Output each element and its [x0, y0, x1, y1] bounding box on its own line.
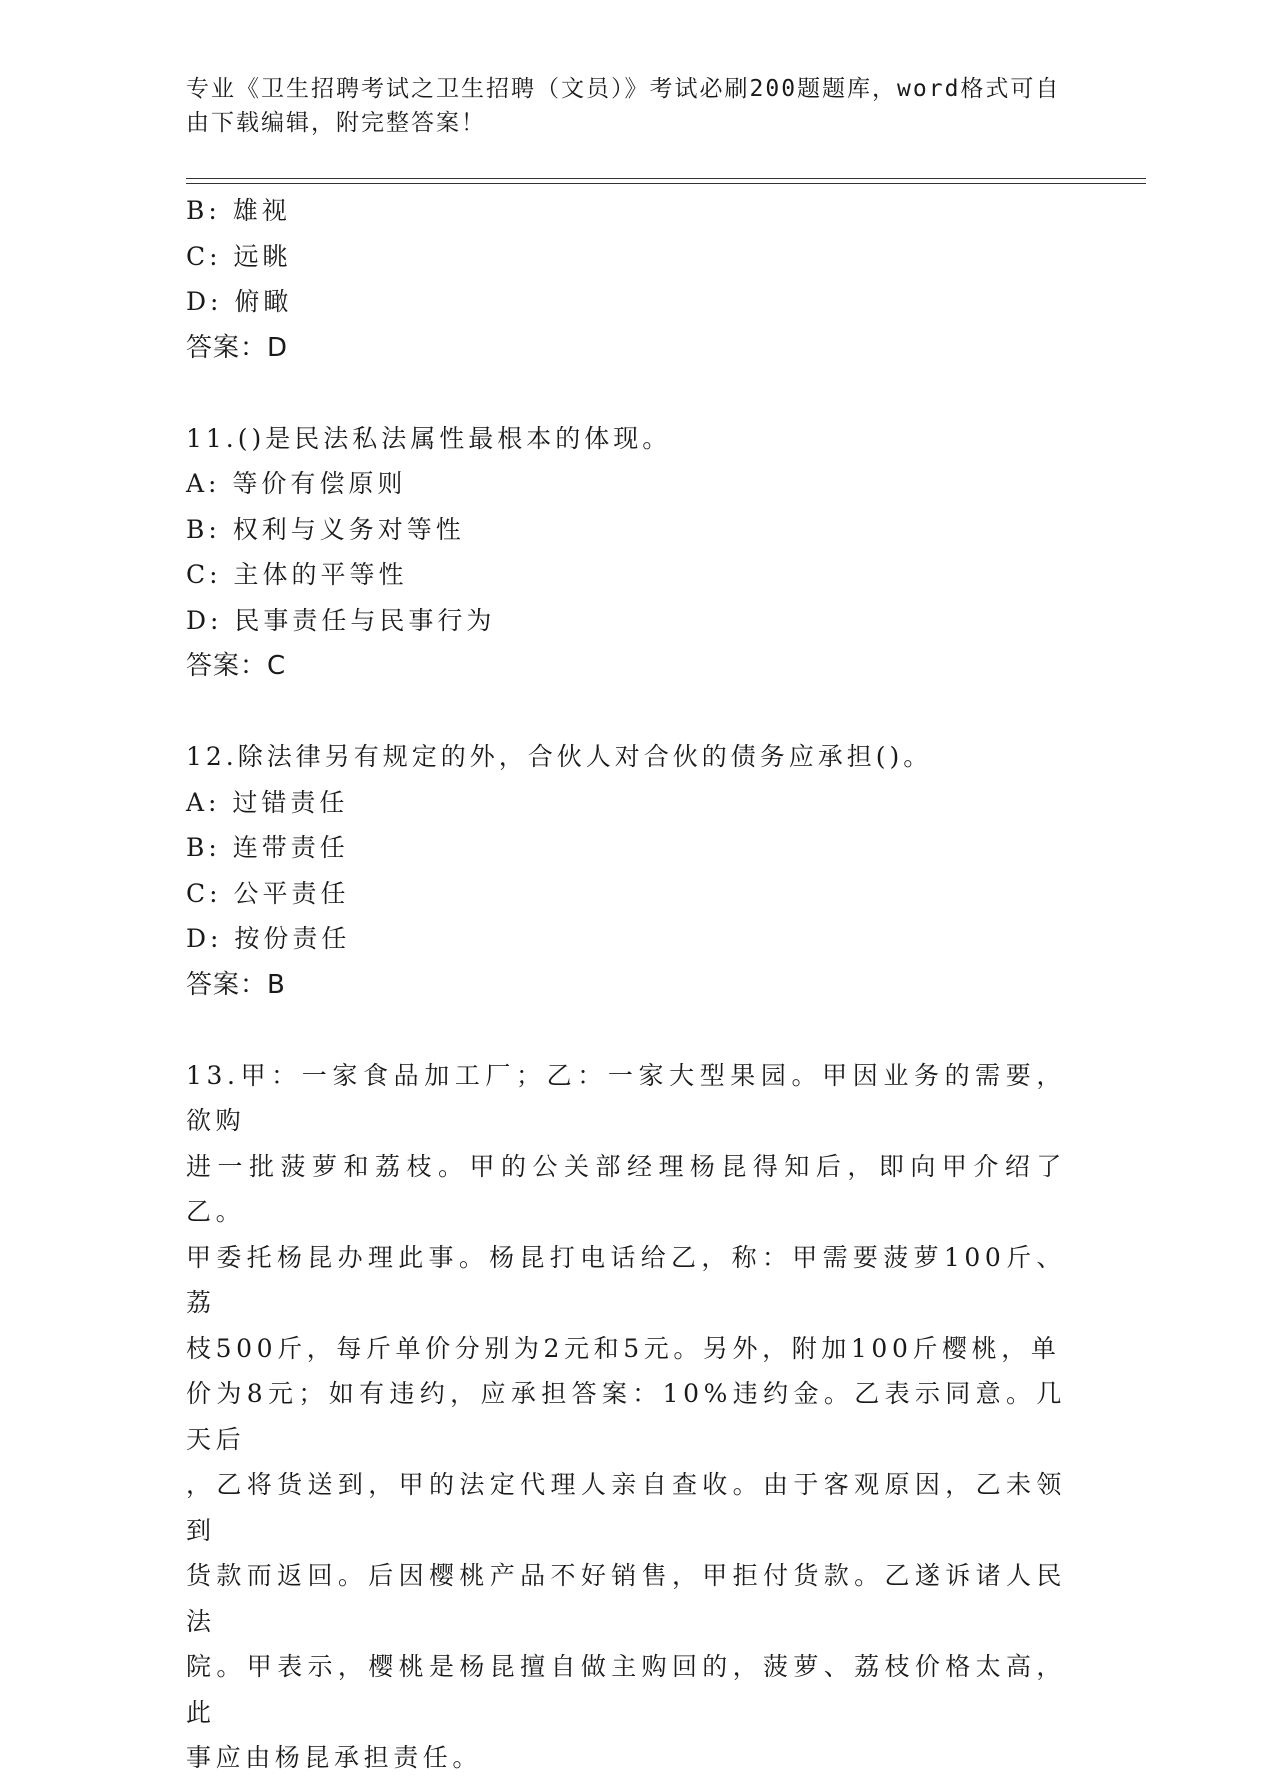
question-text: 11.()是民法私法属性最根本的体现。 [186, 423, 672, 453]
question-11-block [186, 416, 1086, 690]
header-line-1: 专业《卫生招聘考试之卫生招聘（文员）》考试必刷200题题库，word格式可自 [186, 76, 1061, 102]
question-13-text [186, 1053, 1066, 1781]
document-header [186, 72, 1066, 140]
option-a: A: 过错责任 [186, 787, 349, 817]
question-10-block [186, 188, 1086, 371]
option-c: C: 远眺 [186, 241, 292, 271]
option-c: C: 主体的平等性 [186, 560, 408, 589]
answer: 答案：C [186, 651, 287, 681]
option-d: D: 按份责任 [186, 924, 351, 953]
paragraph-line: 院。甲表示，樱桃是杨昆擅自做主购回的，菠萝、荔枝价格太高，此 [186, 1652, 1066, 1727]
header-rule-top [186, 178, 1146, 179]
option-b: B: 雄视 [186, 196, 291, 225]
document-body [186, 188, 1086, 1781]
question-12-block [186, 734, 1086, 1008]
paragraph-line: 价为8元；如有违约，应承担答案：10%违约金。乙表示同意。几天后 [186, 1379, 1066, 1454]
header-line-2: 由下载编辑，附完整答案！ [186, 110, 486, 136]
paragraph-line: 13.甲：一家食品加工厂；乙：一家大型果园。甲因业务的需要，欲购 [186, 1060, 1066, 1135]
option-d: D: 俯瞰 [186, 287, 293, 316]
option-b: B: 权利与义务对等性 [186, 514, 465, 544]
paragraph-line: 进一批菠萝和荔枝。甲的公关部经理杨昆得知后，即向甲介绍了乙。 [186, 1151, 1066, 1226]
paragraph-line: 枝500斤，每斤单价分别为2元和5元。另外，附加100斤樱桃，单 [186, 1333, 1061, 1363]
paragraph-line: ，乙将货送到，甲的法定代理人亲自查收。由于客观原因，乙未领到 [186, 1470, 1066, 1545]
question-text: 12.除法律另有规定的外，合伙人对合伙的债务应承担()。 [186, 742, 933, 771]
header-rule-bottom [186, 183, 1146, 184]
answer: 答案：D [186, 332, 289, 363]
option-b: B: 连带责任 [186, 833, 349, 862]
spacer [186, 689, 1086, 734]
paragraph-line: 货款而返回。后因樱桃产品不好销售，甲拒付货款。乙遂诉诸人民法 [186, 1561, 1066, 1636]
spacer [186, 371, 1086, 416]
option-c: C: 公平责任 [186, 878, 350, 908]
answer: 答案：B [186, 969, 286, 1000]
option-a: A: 等价有偿原则 [186, 469, 407, 498]
paragraph-line: 事应由杨昆承担责任。 [186, 1743, 483, 1772]
option-d: D: 民事责任与民事行为 [186, 605, 496, 635]
paragraph-line: 甲委托杨昆办理此事。杨昆打电话给乙，称：甲需要菠萝100斤、荔 [186, 1242, 1066, 1317]
spacer [186, 1008, 1086, 1053]
